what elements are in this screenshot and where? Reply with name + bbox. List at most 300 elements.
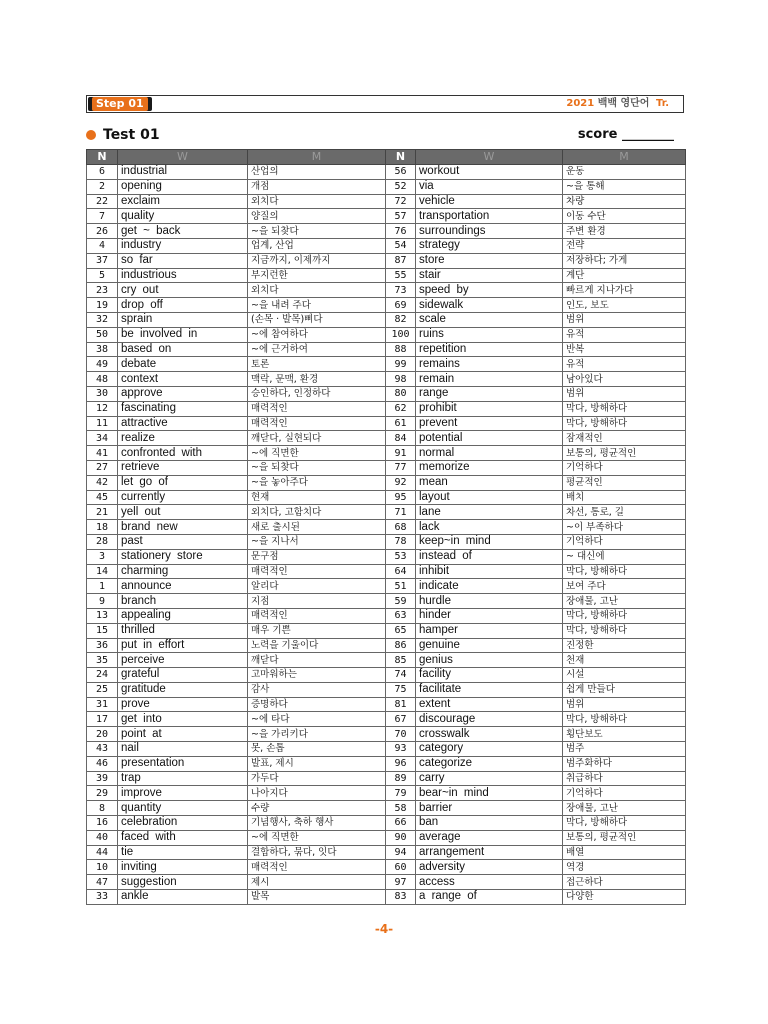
entry-word: tie xyxy=(118,845,248,860)
header-book-title: 백백 영단어 xyxy=(597,98,650,109)
table-row xyxy=(87,283,686,298)
entry-meaning: 맥락, 문맥, 환경 xyxy=(248,372,386,387)
entry-number: 31 xyxy=(87,697,118,712)
entry-word: put in effort xyxy=(118,638,248,653)
entry-number: 36 xyxy=(87,638,118,653)
table-row xyxy=(87,623,686,638)
entry-word: nail xyxy=(118,742,248,757)
entry-word: adversity xyxy=(416,860,563,875)
entry-meaning: 장애물, 고난 xyxy=(563,594,686,609)
entry-word: gratitude xyxy=(118,682,248,697)
entry-number: 16 xyxy=(87,816,118,831)
entry-number: 29 xyxy=(87,786,118,801)
entry-word: lane xyxy=(416,505,563,520)
entry-meaning: 범위 xyxy=(563,697,686,712)
entry-word: stationery store xyxy=(118,549,248,564)
entry-word: past xyxy=(118,534,248,549)
entry-word: transportation xyxy=(416,209,563,224)
table-row xyxy=(87,549,686,564)
entry-word: prohibit xyxy=(416,401,563,416)
table-row xyxy=(87,816,686,831)
entry-number: 71 xyxy=(386,505,416,520)
entry-word: prevent xyxy=(416,416,563,431)
entry-meaning: ~에 직면한 xyxy=(248,446,386,461)
entry-number: 78 xyxy=(386,534,416,549)
table-row xyxy=(87,372,686,387)
vocab-table xyxy=(86,149,686,905)
entry-meaning: ~을 내려 주다 xyxy=(248,298,386,313)
entry-word: genius xyxy=(416,653,563,668)
entry-number: 24 xyxy=(87,668,118,683)
table-row xyxy=(87,697,686,712)
entry-meaning: ~에 근거하여 xyxy=(248,342,386,357)
entry-number: 92 xyxy=(386,475,416,490)
entry-meaning: 진정한 xyxy=(563,638,686,653)
entry-word: inhibit xyxy=(416,564,563,579)
table-row xyxy=(87,875,686,890)
entry-number: 97 xyxy=(386,875,416,890)
entry-word: via xyxy=(416,179,563,194)
entry-meaning: 계단 xyxy=(563,268,686,283)
entry-number: 54 xyxy=(386,238,416,253)
table-row xyxy=(87,209,686,224)
entry-number: 61 xyxy=(386,416,416,431)
entry-word: prove xyxy=(118,697,248,712)
entry-number: 91 xyxy=(386,446,416,461)
entry-meaning: 수량 xyxy=(248,801,386,816)
entry-word: categorize xyxy=(416,756,563,771)
entry-word: quality xyxy=(118,209,248,224)
entry-word: drop off xyxy=(118,298,248,313)
entry-word: stair xyxy=(416,268,563,283)
table-row xyxy=(87,801,686,816)
entry-number: 28 xyxy=(87,534,118,549)
entry-word: remain xyxy=(416,372,563,387)
entry-meaning: ~에 타다 xyxy=(248,712,386,727)
table-row xyxy=(87,505,686,520)
entry-word: instead of xyxy=(416,549,563,564)
entry-number: 72 xyxy=(386,194,416,209)
entry-meaning: 제시 xyxy=(248,875,386,890)
table-row xyxy=(87,564,686,579)
entry-meaning: 배치 xyxy=(563,490,686,505)
entry-meaning: 기억하다 xyxy=(563,460,686,475)
entry-meaning: 접근하다 xyxy=(563,875,686,890)
entry-word: context xyxy=(118,372,248,387)
entry-word: average xyxy=(416,830,563,845)
entry-number: 2 xyxy=(87,179,118,194)
entry-meaning: ~을 되찾다 xyxy=(248,224,386,239)
entry-word: currently xyxy=(118,490,248,505)
entry-meaning: 전략 xyxy=(563,238,686,253)
entry-word: ruins xyxy=(416,327,563,342)
entry-number: 74 xyxy=(386,668,416,683)
entry-meaning: ~이 부족하다 xyxy=(563,520,686,535)
entry-meaning: 보여 주다 xyxy=(563,579,686,594)
entry-meaning: ~을 놓아주다 xyxy=(248,475,386,490)
entry-meaning: 다양한 xyxy=(563,890,686,905)
entry-number: 52 xyxy=(386,179,416,194)
entry-word: quantity xyxy=(118,801,248,816)
table-row xyxy=(87,653,686,668)
entry-word: retrieve xyxy=(118,460,248,475)
entry-word: sprain xyxy=(118,312,248,327)
entry-meaning: 저장하다; 가게 xyxy=(563,253,686,268)
entry-number: 60 xyxy=(386,860,416,875)
entry-word: industry xyxy=(118,238,248,253)
entry-word: mean xyxy=(416,475,563,490)
table-row xyxy=(87,401,686,416)
step-label: Step 01 xyxy=(92,97,148,111)
entry-number: 4 xyxy=(87,238,118,253)
entry-number: 80 xyxy=(386,386,416,401)
table-row xyxy=(87,357,686,372)
entry-meaning: 발목 xyxy=(248,890,386,905)
entry-word: brand new xyxy=(118,520,248,535)
entry-number: 89 xyxy=(386,771,416,786)
entry-number: 94 xyxy=(386,845,416,860)
entry-meaning: 장애물, 고난 xyxy=(563,801,686,816)
entry-word: perceive xyxy=(118,653,248,668)
entry-word: debate xyxy=(118,357,248,372)
entry-word: surroundings xyxy=(416,224,563,239)
table-row xyxy=(87,742,686,757)
entry-word: point at xyxy=(118,727,248,742)
entry-number: 90 xyxy=(386,830,416,845)
entry-meaning: 못, 손톱 xyxy=(248,742,386,757)
entry-number: 9 xyxy=(87,594,118,609)
entry-number: 99 xyxy=(386,357,416,372)
entry-word: crosswalk xyxy=(416,727,563,742)
entry-number: 84 xyxy=(386,431,416,446)
header-bar xyxy=(86,95,684,113)
entry-word: memorize xyxy=(416,460,563,475)
entry-meaning: 기념행사, 축하 행사 xyxy=(248,816,386,831)
entry-meaning: 발표, 제시 xyxy=(248,756,386,771)
test-row xyxy=(86,126,684,144)
table-row xyxy=(87,238,686,253)
entry-meaning: ~에 참여하다 xyxy=(248,327,386,342)
entry-word: bear~in mind xyxy=(416,786,563,801)
entry-meaning: 알리다 xyxy=(248,579,386,594)
entry-meaning: 범위 xyxy=(563,386,686,401)
entry-meaning: 쉽게 만들다 xyxy=(563,682,686,697)
entry-word: based on xyxy=(118,342,248,357)
entry-meaning: 고마워하는 xyxy=(248,668,386,683)
entry-number: 87 xyxy=(386,253,416,268)
entry-meaning: 기억하다 xyxy=(563,786,686,801)
entry-meaning: 문구점 xyxy=(248,549,386,564)
entry-number: 17 xyxy=(87,712,118,727)
entry-number: 48 xyxy=(87,372,118,387)
entry-word: suggestion xyxy=(118,875,248,890)
entry-number: 55 xyxy=(386,268,416,283)
entry-meaning: 유적 xyxy=(563,357,686,372)
entry-word: range xyxy=(416,386,563,401)
entry-word: thrilled xyxy=(118,623,248,638)
entry-number: 34 xyxy=(87,431,118,446)
entry-meaning: 평균적인 xyxy=(563,475,686,490)
entry-number: 41 xyxy=(87,446,118,461)
entry-word: arrangement xyxy=(416,845,563,860)
entry-number: 6 xyxy=(87,165,118,180)
test-title: Test 01 xyxy=(103,127,160,143)
table-header-row xyxy=(87,150,686,165)
table-row xyxy=(87,579,686,594)
entry-number: 7 xyxy=(87,209,118,224)
entry-word: facility xyxy=(416,668,563,683)
col-header-m-right: M xyxy=(563,150,686,165)
entry-meaning: 부지런한 xyxy=(248,268,386,283)
entry-word: hamper xyxy=(416,623,563,638)
entry-meaning: 유적 xyxy=(563,327,686,342)
entry-number: 75 xyxy=(386,682,416,697)
entry-number: 50 xyxy=(87,327,118,342)
entry-word: get ~ back xyxy=(118,224,248,239)
entry-word: opening xyxy=(118,179,248,194)
entry-meaning: ~ 대신에 xyxy=(563,549,686,564)
entry-number: 70 xyxy=(386,727,416,742)
header-title xyxy=(566,96,669,112)
entry-number: 45 xyxy=(87,490,118,505)
entry-number: 51 xyxy=(386,579,416,594)
table-row xyxy=(87,460,686,475)
entry-meaning: 막다, 방해하다 xyxy=(563,401,686,416)
entry-meaning: 남아있다 xyxy=(563,372,686,387)
entry-word: branch xyxy=(118,594,248,609)
entry-meaning: 나아지다 xyxy=(248,786,386,801)
entry-number: 100 xyxy=(386,327,416,342)
col-header-n-left: N xyxy=(87,150,118,165)
entry-meaning: 개점 xyxy=(248,179,386,194)
entry-meaning: ~을 되찾다 xyxy=(248,460,386,475)
entry-number: 30 xyxy=(87,386,118,401)
entry-meaning: 주변 환경 xyxy=(563,224,686,239)
entry-meaning: ~을 지나서 xyxy=(248,534,386,549)
entry-number: 37 xyxy=(87,253,118,268)
entry-meaning: 증명하다 xyxy=(248,697,386,712)
entry-word: appealing xyxy=(118,608,248,623)
table-row xyxy=(87,594,686,609)
entry-meaning: 범주 xyxy=(563,742,686,757)
entry-meaning: 깨닫다, 실현되다 xyxy=(248,431,386,446)
entry-word: ban xyxy=(416,816,563,831)
entry-number: 83 xyxy=(386,890,416,905)
entry-word: get into xyxy=(118,712,248,727)
entry-word: genuine xyxy=(416,638,563,653)
entry-word: scale xyxy=(416,312,563,327)
entry-word: improve xyxy=(118,786,248,801)
entry-number: 13 xyxy=(87,608,118,623)
table-row xyxy=(87,312,686,327)
col-header-w-left: W xyxy=(118,150,248,165)
entry-word: hinder xyxy=(416,608,563,623)
entry-meaning: 횡단보도 xyxy=(563,727,686,742)
entry-word: realize xyxy=(118,431,248,446)
entry-number: 69 xyxy=(386,298,416,313)
entry-number: 81 xyxy=(386,697,416,712)
entry-meaning: 양질의 xyxy=(248,209,386,224)
table-row xyxy=(87,194,686,209)
entry-meaning: 가두다 xyxy=(248,771,386,786)
entry-number: 49 xyxy=(87,357,118,372)
entry-number: 26 xyxy=(87,224,118,239)
entry-word: access xyxy=(416,875,563,890)
entry-word: lack xyxy=(416,520,563,535)
entry-meaning: 빠르게 지나가다 xyxy=(563,283,686,298)
entry-number: 25 xyxy=(87,682,118,697)
table-row xyxy=(87,490,686,505)
entry-word: category xyxy=(416,742,563,757)
entry-number: 59 xyxy=(386,594,416,609)
entry-meaning: 반복 xyxy=(563,342,686,357)
table-row xyxy=(87,253,686,268)
entry-word: yell out xyxy=(118,505,248,520)
table-row xyxy=(87,727,686,742)
entry-meaning: 결합하다, 묶다, 잇다 xyxy=(248,845,386,860)
table-row xyxy=(87,668,686,683)
header-year: 2021 xyxy=(566,98,595,109)
entry-number: 58 xyxy=(386,801,416,816)
entry-number: 20 xyxy=(87,727,118,742)
entry-meaning: 차선, 통로, 길 xyxy=(563,505,686,520)
entry-number: 85 xyxy=(386,653,416,668)
entry-meaning: 막다, 방해하다 xyxy=(563,608,686,623)
table-row xyxy=(87,386,686,401)
entry-word: facilitate xyxy=(416,682,563,697)
entry-number: 47 xyxy=(87,875,118,890)
entry-word: hurdle xyxy=(416,594,563,609)
entry-meaning: 막다, 방해하다 xyxy=(563,623,686,638)
table-row xyxy=(87,298,686,313)
entry-meaning: 취급하다 xyxy=(563,771,686,786)
entry-number: 1 xyxy=(87,579,118,594)
entry-meaning: 지금까지, 이제까지 xyxy=(248,253,386,268)
entry-number: 46 xyxy=(87,756,118,771)
entry-meaning: 외치다 xyxy=(248,283,386,298)
entry-number: 57 xyxy=(386,209,416,224)
step-badge xyxy=(88,97,152,111)
entry-word: exclaim xyxy=(118,194,248,209)
table-row xyxy=(87,534,686,549)
table-row xyxy=(87,830,686,845)
entry-number: 11 xyxy=(87,416,118,431)
entry-number: 18 xyxy=(87,520,118,535)
entry-meaning: 차량 xyxy=(563,194,686,209)
entry-number: 8 xyxy=(87,801,118,816)
entry-word: strategy xyxy=(416,238,563,253)
entry-word: trap xyxy=(118,771,248,786)
entry-word: speed by xyxy=(416,283,563,298)
entry-number: 14 xyxy=(87,564,118,579)
entry-number: 21 xyxy=(87,505,118,520)
entry-word: faced with xyxy=(118,830,248,845)
entry-number: 44 xyxy=(87,845,118,860)
entry-number: 76 xyxy=(386,224,416,239)
entry-word: let go of xyxy=(118,475,248,490)
table-row xyxy=(87,860,686,875)
page-number: -4- xyxy=(374,922,394,936)
table-row xyxy=(87,446,686,461)
entry-meaning: 새로 출시된 xyxy=(248,520,386,535)
entry-word: sidewalk xyxy=(416,298,563,313)
table-row xyxy=(87,431,686,446)
entry-number: 93 xyxy=(386,742,416,757)
entry-number: 3 xyxy=(87,549,118,564)
entry-meaning: 역경 xyxy=(563,860,686,875)
col-header-m-left: M xyxy=(248,150,386,165)
entry-word: repetition xyxy=(416,342,563,357)
entry-number: 22 xyxy=(87,194,118,209)
bullet-icon xyxy=(86,130,96,140)
entry-meaning: 토론 xyxy=(248,357,386,372)
table-row xyxy=(87,224,686,239)
entry-meaning: 외치다, 고함치다 xyxy=(248,505,386,520)
entry-number: 39 xyxy=(87,771,118,786)
entry-number: 23 xyxy=(87,283,118,298)
entry-meaning: 매력적인 xyxy=(248,401,386,416)
entry-word: carry xyxy=(416,771,563,786)
entry-meaning: 외치다 xyxy=(248,194,386,209)
entry-meaning: ~에 직면한 xyxy=(248,830,386,845)
entry-meaning: 배열 xyxy=(563,845,686,860)
entry-meaning: ~을 통해 xyxy=(563,179,686,194)
entry-number: 77 xyxy=(386,460,416,475)
entry-number: 62 xyxy=(386,401,416,416)
entry-meaning: 매력적인 xyxy=(248,608,386,623)
entry-word: grateful xyxy=(118,668,248,683)
entry-number: 68 xyxy=(386,520,416,535)
entry-word: normal xyxy=(416,446,563,461)
entry-word: workout xyxy=(416,165,563,180)
vocab-table-body xyxy=(87,165,686,905)
entry-number: 19 xyxy=(87,298,118,313)
entry-meaning: 보통의, 평균적인 xyxy=(563,446,686,461)
entry-meaning: 범주화하다 xyxy=(563,756,686,771)
entry-number: 56 xyxy=(386,165,416,180)
entry-word: remains xyxy=(416,357,563,372)
table-row xyxy=(87,890,686,905)
entry-number: 64 xyxy=(386,564,416,579)
table-row xyxy=(87,638,686,653)
entry-word: celebration xyxy=(118,816,248,831)
entry-meaning: 매력적인 xyxy=(248,860,386,875)
entry-meaning: 막다, 방해하다 xyxy=(563,712,686,727)
entry-meaning: 깨닫다 xyxy=(248,653,386,668)
entry-word: layout xyxy=(416,490,563,505)
entry-meaning: 시설 xyxy=(563,668,686,683)
entry-meaning: 막다, 방해하다 xyxy=(563,564,686,579)
entry-meaning: 현재 xyxy=(248,490,386,505)
entry-meaning: (손목 · 발목)삐다 xyxy=(248,312,386,327)
table-row xyxy=(87,608,686,623)
entry-meaning: 천재 xyxy=(563,653,686,668)
table-row xyxy=(87,712,686,727)
entry-number: 66 xyxy=(386,816,416,831)
entry-meaning: 매우 기쁜 xyxy=(248,623,386,638)
col-header-w-right: W xyxy=(416,150,563,165)
table-row xyxy=(87,520,686,535)
table-row xyxy=(87,327,686,342)
entry-word: indicate xyxy=(416,579,563,594)
entry-number: 95 xyxy=(386,490,416,505)
table-row xyxy=(87,342,686,357)
entry-meaning: 막다, 방해하다 xyxy=(563,416,686,431)
entry-word: industrial xyxy=(118,165,248,180)
entry-number: 32 xyxy=(87,312,118,327)
col-header-n-right: N xyxy=(386,150,416,165)
entry-meaning: 업계, 산업 xyxy=(248,238,386,253)
